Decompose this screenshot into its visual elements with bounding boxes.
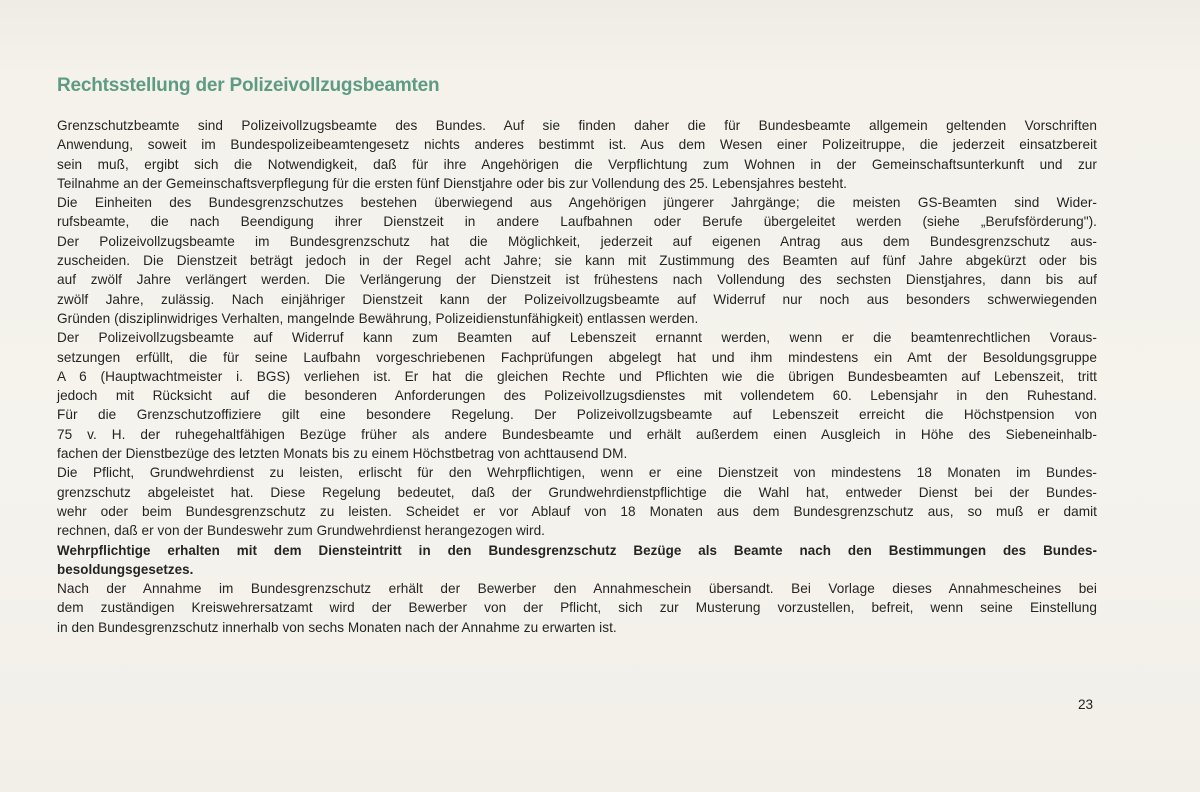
text-line: setzungen erfüllt, die für seine Laufbahn vorgeschriebenen Fachprüfungen abgelegt hat und ihm mindestens ein Amt der Besoldungsgruppe [57, 349, 1097, 365]
text-line: Der Polizeivollzugsbeamte auf Widerruf kann zum Beamten auf Lebenszeit ernannt werden, wenn er die beamtenrechtlichen Voraus- [57, 330, 1097, 346]
text-line: Die Einheiten des Bundesgrenzschutzes bestehen überwiegend aus Angehörigen jüngerer Jahrgänge; die meisten GS-Beamten sind Wider- [57, 195, 1097, 211]
text-line: besoldungsgesetzes. [57, 561, 194, 577]
page-number: 23 [1078, 697, 1094, 712]
text-line: wehr oder beim Bundesgrenzschutz zu leisten. Scheidet er vor Ablauf von 18 Monaten aus dem Bundesgrenzschutz aus, so muß er damit [57, 503, 1097, 519]
text-line: zwölf Jahre, zulässig. Nach einjähriger Dienstzeit kann der Polizeivollzugsbeamte auf Widerruf nur noch aus besonders schwerwiegenden [57, 291, 1097, 307]
text-line: rechnen, daß er von der Bundeswehr zum Grundwehrdienst herangezogen wird. [57, 523, 546, 539]
text-line: Nach der Annahme im Bundesgrenzschutz erhält der Bewerber den Annahmeschein übersandt. Bei Vorlage dieses Annahmescheines bei [57, 581, 1097, 597]
text-line: sein muß, ergibt sich die Notwendigkeit, daß für ihre Angehörigen die Verpflichtung zum Wohnen in der Gemeinschaftsunterkunft und zur [57, 156, 1097, 172]
text-line: Anwendung, soweit im Bundespolizeibeamtengesetz nichts anderes bestimmt ist. Aus dem Wesen einer Polizeitruppe, die jederzeit einsatzbereit [57, 137, 1097, 153]
text-line: A 6 (Hauptwachtmeister i. BGS) verliehen ist. Er hat die gleichen Rechte und Pflichten wie die übrigen Bundesbeamten auf Lebenszeit, tritt [57, 368, 1097, 384]
text-line: Teilnahme an der Gemeinschaftsverpflegung für die ersten fünf Dienstjahre oder bis zur Vollendung des 25. Lebensjahres besteht. [57, 175, 847, 191]
text-line: Der Polizeivollzugsbeamte im Bundesgrenzschutz hat die Möglichkeit, jederzeit auf eigenen Antrag aus dem Bundesgrenzschutz aus- [57, 233, 1097, 249]
text-line: grenzschutz abgeleistet hat. Diese Regelung bedeutet, daß der Grundwehrdienstpflichtige die Wahl hat, entweder Dienst bei der Bundes- [57, 484, 1097, 500]
text-line: jedoch mit Rücksicht auf die besonderen Anforderungen des Polizeivollzugsdienstes mit vollendetem 60. Lebensjahr in den Ruhestand. [57, 388, 1097, 404]
section-heading: Rechtsstellung der Polizeivollzugsbeamten [57, 75, 440, 96]
text-line: Die Pflicht, Grundwehrdienst zu leisten, erlischt für den Wehrpflichtigen, wenn er eine Dienstzeit von mindestens 18 Monaten im Bundes- [57, 465, 1097, 481]
text-line: rufsbeamte, die nach Beendigung ihrer Dienstzeit in andere Laufbahnen oder Berufe übergeleitet werden (siehe „Berufsförderung"). [57, 214, 1097, 230]
text-line: fachen der Dienstbezüge des letzten Monats bis zu einem Höchstbetrag von achttausend DM. [57, 446, 628, 462]
text-line: dem zuständigen Kreiswehrersatzamt wird der Bewerber von der Pflicht, sich zur Musterung vorzustellen, befreit, wenn seine Einstellung [57, 600, 1097, 616]
text-line: Gründen (disziplinwidriges Verhalten, mangelnde Bewährung, Polizeidienstunfähigkeit) entlassen werden. [57, 310, 699, 326]
body-text [57, 116, 1097, 637]
text-line: 75 v. H. der ruhegehaltfähigen Bezüge früher als andere Bundesbeamte und erhält außerdem einen Ausgleich in Höhe des Siebeneinhalb- [57, 426, 1097, 442]
text-line: Grenzschutzbeamte sind Polizeivollzugsbeamte des Bundes. Auf sie finden daher die für Bundesbeamte allgemein geltenden Vorschriften [57, 118, 1097, 133]
text-line: zuscheiden. Die Dienstzeit beträgt jedoch in der Regel acht Jahre; sie kann mit Zustimmung des Beamten auf fünf Jahre abgekürzt oder bis [57, 253, 1097, 269]
text-line: Wehrpflichtige erhalten mit dem Diensteintritt in den Bundesgrenzschutz Bezüge als Beamte nach den Bestimmungen des Bundes- [57, 542, 1097, 558]
text-line: Für die Grenzschutzoffiziere gilt eine besondere Regelung. Der Polizeivollzugsbeamte auf Lebenszeit erreicht die Höchstpension von [57, 407, 1097, 423]
text-line: in den Bundesgrenzschutz innerhalb von sechs Monaten nach der Annahme zu erwarten ist. [57, 619, 617, 635]
text-line: auf zwölf Jahre verlängert werden. Die Verlängerung der Dienstzeit ist frühestens nach Vollendung des sechsten Dienstjahres, dann bis auf [57, 272, 1097, 288]
